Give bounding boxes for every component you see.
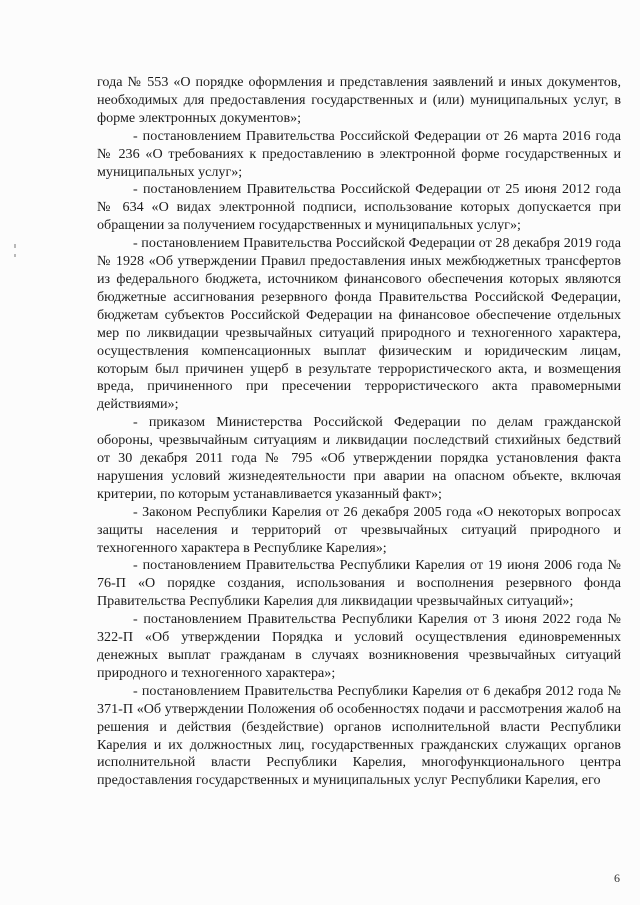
paragraph-decree-76p: - постановлением Правительства Республики Карелия от 19 июня 2006 года № 76-П «О порядке создания, использования и восполнения резервного фонда Правительства Республики Карелия для ликвидации чрезвычайных ситуаций»; — [97, 557, 621, 610]
paragraph-decree-1928: - постановлением Правительства Российской Федерации от 28 декабря 2019 года № 1928 «Об утверждении Правил предоставления иных межбюджетных трансфертов из федерального бюджета, источником финансового обеспечения которых являются бюджетные ассигнования резервного фонда Правительства Российской Федерации, бюджетам субъектов Российской Федерации на финансовое обеспечение отдельных мер по ликвидации чрезвычайных ситуаций природного и техногенного характера, осуществления компенсационных выплат физическим и юридическим лицам, которым был причинен ущерб в результате террористического акта, и возмещения вреда, причиненного при пресечении террористического акта правомерными действиями»; — [97, 235, 621, 413]
paragraph-karelia-law: - Законом Республики Карелия от 26 декабря 2005 года «О некоторых вопросах защиты населения и территорий от чрезвычайных ситуаций природного и техногенного характера в Республике Карелия»; — [97, 503, 621, 556]
paragraph-decree-236: - постановлением Правительства Российской Федерации от 26 марта 2016 года № 236 «О требованиях к предоставлению в электронной форме государственных и муниципальных услуг»; — [97, 127, 621, 180]
paragraph-continuation: года № 553 «О порядке оформления и представления заявлений и иных документов, необходимых для предоставления государственных и (или) муниципальных услуг, в форме электронных документов»; — [97, 74, 621, 126]
scan-artifact-mark — [14, 254, 16, 257]
paragraph-decree-322p: - постановлением Правительства Республики Карелия от 3 июня 2022 года № 322-П «Об утверждении Порядка и условий осуществления единовременных денежных выплат гражданам в случаях возникновения чрезвычайных ситуаций природного и техногенного характера»; — [97, 611, 621, 681]
page-number: 6 — [614, 871, 620, 885]
document-body — [97, 74, 621, 790]
paragraph-order-795: - приказом Министерства Российской Федерации по делам гражданской обороны, чрезвычайным ситуациям и ликвидации последствий стихийных бедствий от 30 декабря 2011 года № 795 «Об утверждении порядка установления факта нарушения условий жизнедеятельности при аварии на опасном объекте, включая критерии, по которым устанавливается указанный факт»; — [97, 414, 621, 502]
paragraph-decree-634: - постановлением Правительства Российской Федерации от 25 июня 2012 года № 634 «О видах электронной подписи, использование которых допускается при обращении за получением государственных и муниципальных услуг»; — [97, 181, 621, 234]
scan-artifact-mark — [14, 244, 16, 248]
paragraph-decree-371p: - постановлением Правительства Республики Карелия от 6 декабря 2012 года № 371-П «Об утверждении Положения об особенностях подачи и рассмотрения жалоб на решения и действия (бездействие) органов исполнительной власти Республики Карелия и их должностных лиц, государственных гражданских служащих органов исполнительной власти Республики Карелия, многофункционального центра предоставления государственных и муниципальных услуг Республики Карелия, его — [97, 682, 621, 789]
